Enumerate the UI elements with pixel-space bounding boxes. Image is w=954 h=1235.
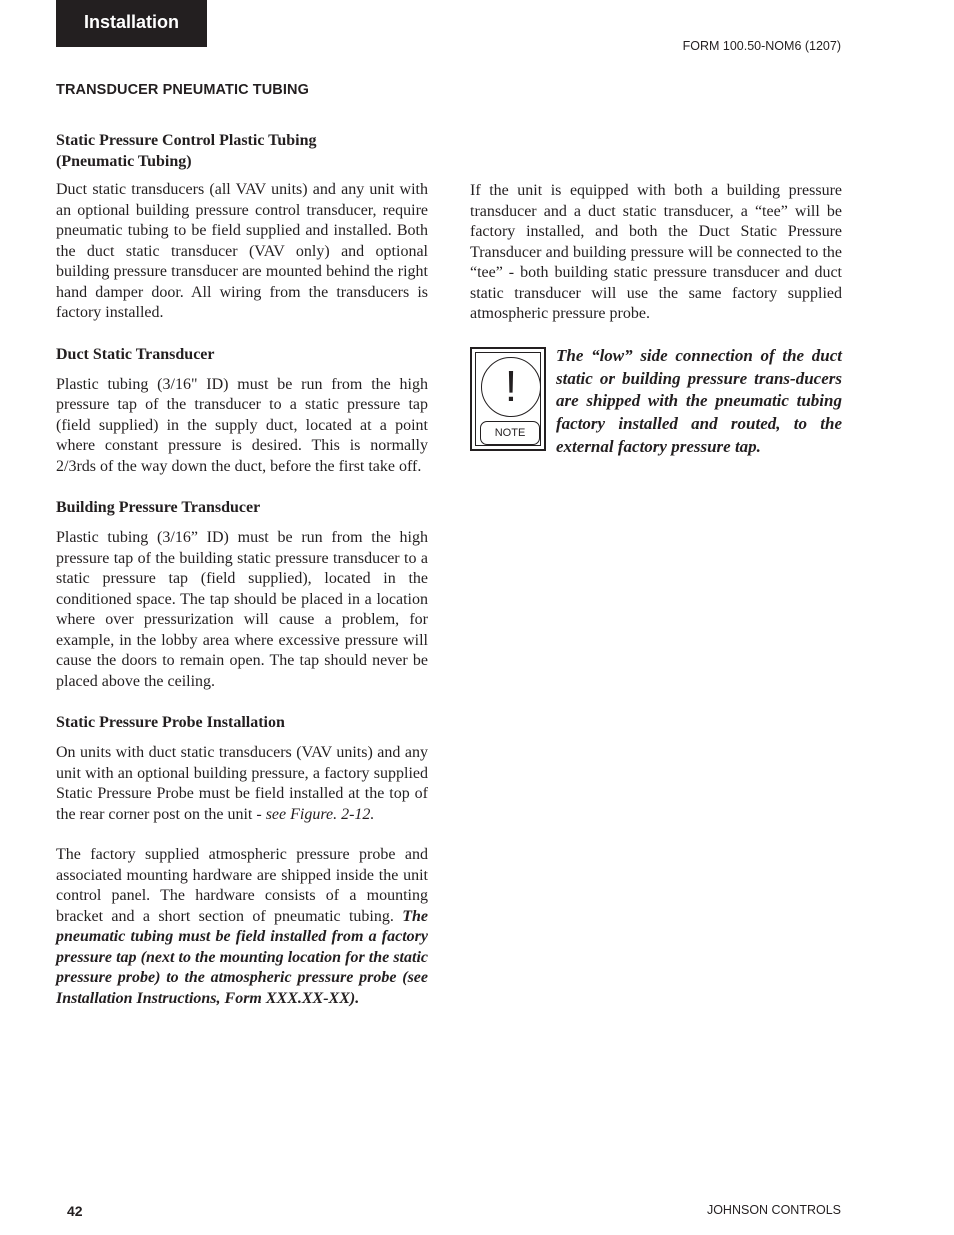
heading-static-pressure-tubing	[56, 130, 428, 172]
company-name: JOHNSON CONTROLS	[706, 1203, 841, 1217]
heading-probe-installation: Static Pressure Probe Installation	[56, 714, 285, 731]
exclamation-icon: !	[481, 357, 541, 417]
note-icon-inner	[475, 352, 541, 446]
section-tab-label: Installation	[83, 12, 179, 32]
heading-duct-static-transducer: Duct Static Transducer	[56, 345, 215, 363]
form-number: FORM 100.50-NOM6 (1207)	[682, 39, 841, 53]
paragraph-probe-hardware	[56, 845, 428, 1009]
paragraph-probe-installation	[56, 743, 428, 825]
right-column	[470, 181, 842, 325]
paragraph-tubing-intro: Duct static transducers (all VAV units) and any unit with an optional building pressure control transducer, require pneumatic tubing to be field supplied and installed. Both the duct static transducer (VAV only) and optional building pressure transducer are mounted behind the right hand damper door. All wiring from the transducers is factory installed.	[56, 181, 428, 321]
note-icon-box	[470, 347, 546, 451]
heading-building-pressure-transducer: Building Pressure Transducer	[56, 499, 261, 516]
probe-hardware-text: The factory supplied atmospheric pressure probe and associated mounting hardware are shipped inside the unit control panel. The hardware consists of a mounting bracket and a short section of pneumatic tubing.	[56, 846, 428, 925]
paragraph-duct-static: Plastic tubing (3/16" ID) must be run from the high pressure tap of the transducer to a static pressure tap (field supplied) in the supply duct, located at a point where constant pressure is desired. This is normally 2/3rds of the way down the duct, before the first take off.	[56, 375, 428, 475]
heading-line-2: (Pneumatic Tubing)	[56, 153, 192, 170]
figure-reference: see Figure. 2-12.	[265, 805, 375, 823]
probe-hardware-emphasis: The pneumatic tubing must be field installed from a factory pressure tap (next to the mounting location for the static pressure probe) to the atmospheric pressure probe (see Installation Instructions, Form XXX.XX-XX).	[56, 907, 428, 1007]
section-title: TRANSDUCER PNEUMATIC TUBING	[56, 82, 309, 98]
note-block	[470, 347, 842, 457]
paragraph-building-pressure: Plastic tubing (3/16” ID) must be run from the high pressure tap of the building static pressure transducer to a static pressure tap (field supplied), located in the conditioned space. The tap should be placed in a location where over pressurization will cause a problem, for example, in the lobby area where excessive pressure will cause the doors to remain open. The tap should never be placed above the ceiling.	[56, 529, 428, 690]
page-number: 42	[67, 1203, 83, 1219]
left-column	[56, 130, 428, 1009]
paragraph-tee-connection: If the unit is equipped with both a building pressure transducer and a duct static transducer, a “tee” will be factory installed, and both the Duct Static Pressure Transducer and building pressure will be connected to the “tee” - both building static pressure transducer and duct static transducer will use the same factory supplied atmospheric pressure probe.	[470, 182, 842, 322]
probe-installation-text: On units with duct static transducers (VAV units) and any unit with an optional building pressure, a factory supplied Static Pressure Probe must be field installed at the top of the rear corner post on the unit -	[56, 744, 428, 823]
note-label: NOTE	[480, 421, 540, 445]
note-text: The “low” side connection of the duct static or building pressure trans-ducers are shipped with the pneumatic tubing factory installed and routed, to the external factory pressure tap.	[556, 346, 842, 456]
heading-line-1: Static Pressure Control Plastic Tubing	[56, 132, 317, 149]
section-tab	[56, 0, 207, 47]
